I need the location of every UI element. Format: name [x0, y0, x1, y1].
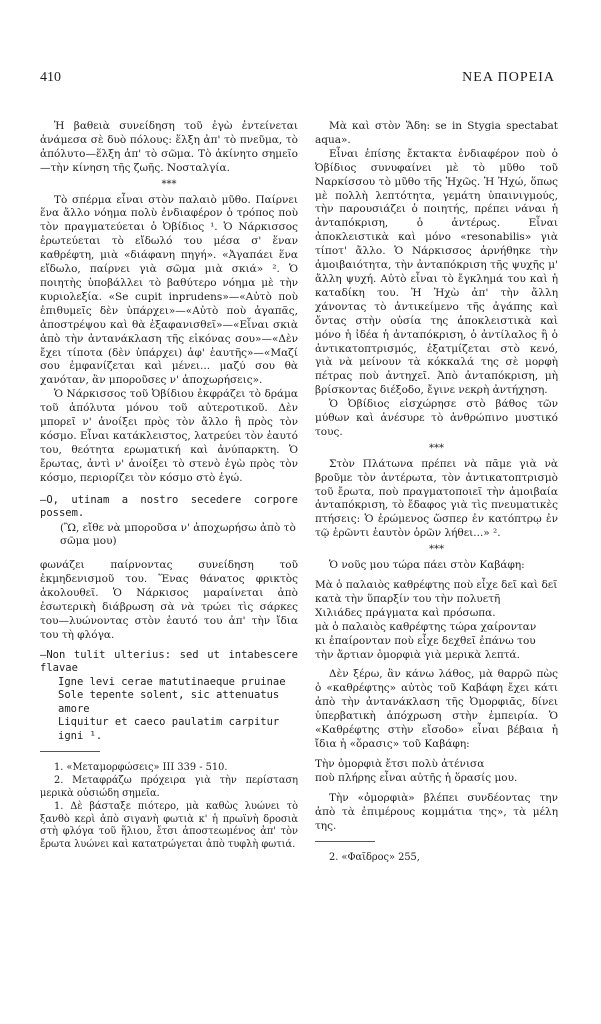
paragraph: Μὰ καὶ στὸν Ἅδη: se in Stygia spectabat aqua».: [315, 120, 558, 146]
latin-translation: (Ὢ, εἴθε νὰ μποροῦσα ν' ἀποχωρήσω ἀπὸ τὸ σῶμα μου): [60, 521, 296, 548]
quote-line: Τὴν ὀμορφιὰ ἔτσι πολὺ ἀτένισα: [315, 757, 485, 770]
right-column: [315, 120, 558, 865]
footnote: 2. «Φαῖδρος» 255,: [329, 852, 420, 864]
footnote: 1. «Μεταμορφώσεις» III 339 - 510.: [54, 762, 228, 774]
section-break: ***: [161, 178, 177, 190]
latin-verse: [40, 649, 298, 744]
poem-line: Μὰ ὁ παλαιὸς καθρέφτης ποὺ εἶχε δεῖ καὶ δεῖ: [315, 579, 558, 591]
paragraph: Στὸν Πλάτωνα πρέπει νὰ πᾶμε γιὰ νὰ βροῦμε τὸν ἀντέρωτα, τὸν ἀντικατοπτρισμὸ τοῦ ἔρωτα, ποὺ πραγματοποιεῖ τὴν ἀμοιβαία ἀνταπόκριση, τὸ ἔδαφος γιὰ τὶς πνευματικὲς πτήσεις: Ὁ ἐρώμενος ὥσπερ ἐν κατόπτρῳ ἐν τῷ ἐρῶντι ἑαυτὸν ὁρῶν λήθει...» ².: [315, 457, 558, 540]
footnote: 2. Μεταφράζω πρόχειρα γιὰ τὴν περίσταση μερικὰ οὐσιώδη σημεῖα.: [40, 775, 298, 799]
quote-line: ποὺ πλήρης εἶναι αὐτῆς ἡ ὅρασίς μου.: [315, 771, 518, 784]
page-number: 410: [40, 70, 61, 85]
verse-line: Igne levi cerae matutinaeque pruinae: [58, 675, 286, 688]
paragraph: φωνάζει παίρνοντας συνείδηση τοῦ ἐκμηδενισμοῦ του. Ἕνας θάνατος φρικτὸς ἀκολουθεῖ. Ὁ Νάρκισος μαραίνεται ἀπὸ ἐσωτερικὴ διάβρωση σὰ νὰ τρώει τὶς σάρκες του—λυώνοντας στὸν ἑαυτό του ἀπ' τὴν ἴδια του τὴ φλόγα.: [40, 559, 298, 641]
running-title: ΝΕΑ ΠΟΡΕΙΑ: [462, 70, 555, 85]
paragraph: Ὁ Νάρκισσος τοῦ Ὀβίδιου ἐκφράζει τὸ δράμα τοῦ ἀπόλυτα μόνου τοῦ αὐτεροτικοῦ. Δὲν μπορεῖ ν' ἀνοίξει πρὸς τὸν ἄλλο ἢ πρὸς τὸν κόσμο. Εἶναι κατάκλειστος, λατρεύει τὸν ἑαυτό του, θεότητα ερωματική καὶ ἀνύπαρκτη. Ὁ ἔρωτας, ἀντὶ ν' ἀνοίξει τὸ στενὸ ἐγὼ πρὸς τὸν κόσμο, περιορίζει τὸν κόσμο στὸ ἐγώ.: [40, 388, 298, 484]
footnote-rule: [40, 751, 100, 752]
paragraph: Ὁ Ὀβίδιος εἰσχώρησε στὸ βάθος τῶν μύθων καὶ ἀνέσυρε τὸ ἀνθρώπινο μυστικό τους.: [315, 398, 558, 438]
page-header: [40, 70, 555, 92]
section-break: ***: [429, 442, 444, 454]
quote: [315, 758, 558, 786]
paragraph: Εἶναι ἐπίσης ἔκτακτα ἐνδιαφέρον ποὺ ὁ Ὀβίδιος συνυφαίνει μὲ τὸ μῦθο τοῦ Ναρκίσσου τὸ μῦθο τῆς Ἠχῶς. Ἡ Ἠχώ, ὅπως μὲ πολλὴ λεπτότητα, γεμάτη ὑπαινιγμούς, τὴν παρουσιάζει ὁ ποιητής, πρέπει νάναι ἡ ἀνταπόκριση, ὁ ἀντέρως. Εἶναι ἀποκλειστικὰ καὶ μόνο «resonabilis» γιὰ τίποτ' ἄλλο. Ὁ Νάρκισσος ἀρνήθηκε τὴν ἀμοιβαιότητα, τὴν ἀνταπόκριση τῆς ψυχῆς μ' ἄλλη ψυχή. Αὐτὸ εἶναι τὸ ἔγκλημά του καὶ ἡ καταδίκη του. Ἡ Ἠχὼ ἀπ' τὴν ἄλλη χάνοντας τὸ ἀντικείμενο τῆς ἀγάπης καὶ ὄντας στὴν οὐσία της ἀποκλειστικὰ καὶ μόνο ἡ ἰδέα ἡ ἀνταπόκριση, ὁ ἀντίλαλος ἢ ὁ ἀντικατοπτρισμός, ἐξατμίζεται στὸ κενό, γιὰ νὰ μείνουν τὰ κόκκαλά της σὲ μορφὴ πέτρας ποὺ ἀντηχεῖ. Ἀπὸ ἀνταπόκριση, μὴ βρίσκοντας διέξοδο, ἔγινε νεκρὴ ἀντήχηση.: [315, 147, 558, 397]
poem-line: κι ἐπαίρονταν ποὺ εἶχε δεχθεῖ ἐπάνω του: [315, 634, 536, 647]
verse-line: Sole tepente solent, sic attenuatus amore: [58, 689, 280, 715]
latin-quote: —O, utinam a nostro secedere corpore possem.: [40, 493, 298, 520]
verse-line: Liquitur et caeco paulatim carpitur igni ¹.: [58, 716, 280, 742]
paragraph: Τὴν «ὀμορφιὰ» βλέπει συνδέοντας την ἀπὸ τὰ ἐπιμέρους κομμάτια της», τὰ μέλη της.: [315, 791, 558, 832]
verse-line: —Non tulit ulterius: sed ut intabescere flavae: [40, 648, 298, 675]
paragraph: Ἡ βαθειὰ συνείδηση τοῦ ἐγὼ ἐντείνεται ἀνάμεσα σὲ δυὸ πόλους: ἕλξη ἀπ' τὸ πνεῦμα, τὸ ἀπόλυτο—ἕλξη ἀπ' τὸ σῶμα. Τὸ ἀκίνητο σημεῖο—τὴν κίνηση τῆς ζωῆς. Νοσταλγία.: [40, 120, 298, 174]
section-break: ***: [429, 544, 444, 556]
footnote: 1. Δὲ βάσταξε πιότερο, μὰ καθὼς λυώνει τὸ ξανθὸ κερὶ ἀπὸ σιγανὴ φωτιὰ κ' ἡ πρωϊνὴ δροσιὰ στὴ φλόγα τοῦ ἥλιου, ἔτσι ἀποστεωμένος ἀπ' τὸν ἔρωτα λυώνει καὶ κατατρώγεται ἀπὸ τυφλὴ φωτιά.: [40, 800, 298, 851]
paragraph: Δὲν ξέρω, ἂν κάνω λάθος, μὰ θαρρῶ πὼς ὁ «καθρέφτης» αὐτὸς τοῦ Καβάφη ἔχει κάτι ἀπὸ τὴν ἀντανάκλαση τῆς Ὀμορφιᾶς, δίνει ὑπερβατικὴ ἀπόχρωση στὴν ἐμπειρία. Ὁ «Καθρέφτης στὴν εἴσοδο» εἶναι βέβαια ἡ ἴδια ἡ «ὅρασις» τοῦ Καβάφη:: [315, 668, 558, 750]
poem: [315, 579, 558, 662]
paragraph: Τὸ σπέρμα εἶναι στὸν παλαιὸ μῦθο. Παίρνει ἕνα ἄλλο νόημα πολὺ ἐνδιαφέρον ὁ τρόπος ποὺ τὸν πραγματεύεται ὁ Ὀβίδιος ¹. Ὁ Νάρκισσος ἐρωτεύεται τὸ εἴδωλό του μέσα σ' ἕναν καθρέφτη, μιὰ «διάφανη πηγή». «Ἀγαπάει ἕνα εἴδωλο, παίρνει γιὰ σῶμα μιὰ σκιά» ². Ὁ ποιητὴς ὑποβάλλει τὸ βαθύτερο νόημα μὲ τὴν κυριολεξία. «Se cupit inprudens»—«Αὐτὸ ποὺ ἐπιθυμεῖς δὲν ὑπάρχει»—«Αὐτὸ ποὺ ἀγαπᾶς, ἀποστρέψου καὶ θὰ ἐξαφανισθεῖ»—«Εἶναι σκιὰ ἀπὸ τὴν ἀντανάκλαση τῆς εἰκόνας σου»—«Δὲν ἔχει τίποτα (δὲν ὑπάρχει) ἀφ' ἑαυτῆς»—«Μαζί σου ἐμφανίζεται καὶ μένει... μαζύ σου θὰ χανόταν, ἂν μποροῦσες ν' ἀποχωρήσεις».: [40, 193, 298, 387]
poem-line: Χιλιάδες πράγματα καὶ πρόσωπα.: [315, 606, 496, 619]
footnotes: [315, 852, 558, 865]
footnote-rule: [315, 841, 375, 842]
footnotes: [40, 762, 298, 852]
paragraph: Ὁ νοῦς μου τώρα πάει στὸν Καβάφη:: [329, 559, 525, 572]
poem-line: τὴν ἄρτιαν ὁμορφιὰ γιὰ μερικὰ λεπτά.: [315, 648, 520, 661]
poem-line: μὰ ὁ παλαιὸς καθρέφτης τώρα χαίρονταν: [315, 620, 537, 633]
poem-line: κατὰ τὴν ὕπαρξίν του τὴν πολυετῆ: [315, 592, 501, 605]
left-column: [40, 120, 298, 852]
